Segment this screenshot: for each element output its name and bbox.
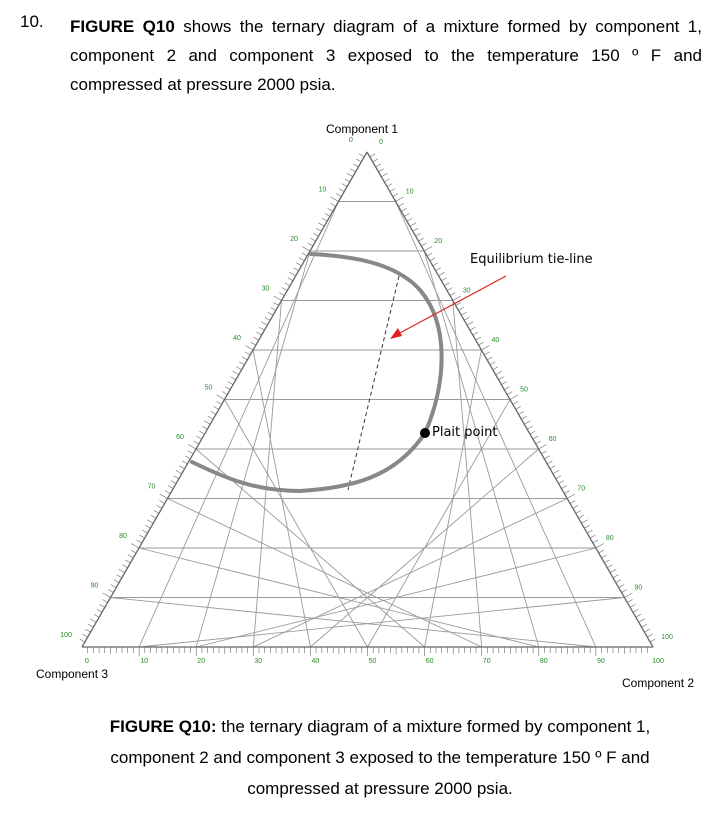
tie-line-label: Equilibrium tie-line: [470, 252, 593, 267]
tick-left: [142, 530, 147, 533]
tick-left: [331, 197, 339, 202]
tick-right: [564, 491, 569, 494]
binodal-curve: [192, 254, 442, 491]
tick-right: [387, 184, 392, 187]
tick-right: [610, 569, 616, 573]
tick-right: [633, 609, 638, 612]
tick-right: [636, 614, 641, 617]
tick-right: [590, 535, 595, 538]
tick-label-bottom: 60: [425, 658, 434, 665]
question-body: shows the ternary diagram of a mixture formed by component 1, component 2 and component 3 exposed to the temperature 150 º F and compressed at pressure 2000 psia.: [70, 17, 702, 94]
tick-left: [119, 569, 125, 573]
vertex-label-left: Component 3: [36, 667, 109, 681]
tick-label-left: 50: [204, 384, 213, 392]
tick-left: [171, 481, 176, 484]
tick-right: [507, 392, 512, 395]
tick-right: [419, 238, 424, 241]
tick-label-right: 20: [434, 238, 443, 245]
tick-right: [413, 228, 418, 231]
tick-left: [125, 560, 130, 563]
tick-left: [157, 505, 162, 508]
tick-right: [524, 421, 530, 425]
tick-left: [185, 456, 190, 459]
tick-left: [154, 510, 159, 513]
tick-right: [599, 550, 604, 553]
tick-right: [644, 629, 649, 632]
tick-left: [176, 470, 182, 474]
tick-right: [479, 342, 484, 345]
tick-right: [630, 604, 635, 607]
tick-right: [527, 426, 532, 429]
tick-left: [151, 515, 156, 518]
tick-left: [256, 332, 261, 335]
tick-left: [245, 346, 253, 351]
grid-line-rising: [111, 598, 596, 648]
tick-left: [325, 213, 330, 216]
tick-left: [88, 624, 93, 627]
tick-left: [279, 293, 284, 296]
question-figure-ref: FIGURE Q10: [70, 17, 175, 36]
tick-right: [582, 520, 588, 524]
grid-line-falling: [453, 301, 482, 648]
tick-left: [271, 307, 276, 310]
tick-right: [461, 312, 466, 315]
grid-line-rising: [225, 400, 368, 648]
tick-left: [251, 342, 256, 345]
tick-label-right: 100: [661, 634, 673, 641]
tick-left: [259, 327, 264, 330]
tick-left: [97, 609, 102, 612]
tick-left: [100, 604, 105, 607]
vertex-label-top: Component 1: [326, 122, 399, 136]
tick-right: [556, 476, 561, 479]
tick-label-bottom: 20: [197, 658, 206, 665]
tick-right: [570, 501, 575, 504]
tick-label-bottom: 80: [539, 658, 548, 665]
tick-left: [285, 283, 290, 286]
question-number: 10.: [20, 12, 44, 31]
tick-right: [513, 402, 518, 405]
tick-right: [441, 278, 446, 281]
tick-left: [80, 639, 85, 642]
tick-left: [313, 233, 318, 236]
tick-labels: [60, 137, 673, 665]
tick-label-left: 40: [233, 335, 241, 342]
tick-right: [547, 461, 552, 464]
tick-right: [476, 337, 481, 340]
tick-left: [188, 451, 193, 454]
tick-right: [542, 451, 547, 454]
tick-left: [274, 303, 279, 306]
tick-right: [576, 510, 581, 513]
tick-left: [228, 382, 233, 385]
tick-right: [404, 213, 409, 216]
tick-left: [199, 431, 204, 434]
tick-left: [308, 243, 313, 246]
tick-left: [160, 494, 168, 499]
tick-right: [473, 332, 478, 335]
tick-right: [450, 293, 455, 296]
tick-right: [519, 411, 524, 414]
tick-label-left: 90: [90, 582, 99, 590]
tick-left: [359, 154, 364, 157]
tick-right: [470, 327, 475, 330]
tick-right: [593, 540, 598, 543]
tick-label-right: 70: [577, 485, 586, 493]
tick-left: [174, 476, 179, 479]
grid-line-rising: [168, 499, 482, 648]
tick-left: [188, 445, 196, 450]
tick-label-bottom: 70: [482, 658, 491, 665]
tick-left: [265, 317, 270, 320]
tick-left: [103, 593, 111, 598]
tick-left: [347, 173, 353, 177]
tick-left: [208, 416, 213, 419]
tick-left: [231, 377, 236, 380]
tick-right: [579, 515, 584, 518]
equilibrium-tie-line: [348, 276, 399, 490]
tick-left: [194, 441, 199, 444]
tick-left: [311, 238, 316, 241]
tick-left: [339, 189, 344, 192]
tick-left: [85, 629, 90, 632]
tick-label-bottom: 0: [85, 658, 89, 665]
tick-label-right: 90: [634, 584, 643, 592]
tick-label-left: 70: [147, 483, 156, 491]
tick-left: [296, 263, 301, 266]
tick-left: [182, 461, 187, 464]
tick-marks: [80, 154, 656, 656]
tick-right: [567, 494, 575, 499]
tick-left: [217, 402, 222, 405]
tick-right: [393, 194, 398, 197]
tick-left: [197, 436, 202, 439]
tick-right: [539, 445, 547, 450]
tick-left: [168, 486, 173, 489]
tick-right: [627, 600, 632, 603]
tick-right: [602, 555, 607, 558]
tick-right: [453, 296, 461, 301]
figure-caption: [80, 711, 680, 804]
tick-left: [328, 208, 333, 211]
tick-right: [650, 639, 655, 642]
tick-left: [353, 164, 358, 167]
tick-right: [562, 486, 567, 489]
tick-right: [396, 197, 404, 202]
tick-label-bottom: 10: [140, 658, 148, 665]
tick-right: [642, 624, 647, 627]
tick-label-left: 60: [176, 434, 184, 441]
tick-right: [424, 247, 432, 252]
tick-left: [128, 555, 133, 558]
tick-label-right: 0: [379, 139, 383, 146]
tick-right: [607, 565, 612, 568]
tick-right: [616, 580, 621, 583]
tick-label-right: 50: [520, 386, 528, 394]
tick-label-left: 10: [318, 186, 327, 194]
tick-left: [302, 253, 307, 256]
tick-right: [421, 243, 426, 246]
tick-label-left: 30: [261, 285, 270, 293]
tick-left: [111, 585, 116, 588]
tick-right: [587, 530, 592, 533]
tick-label-left: 80: [119, 533, 127, 540]
tick-right: [430, 258, 435, 261]
tick-left: [122, 565, 127, 568]
tick-left: [147, 520, 153, 524]
tick-left: [282, 288, 287, 291]
tick-right: [493, 367, 498, 370]
tick-left: [293, 268, 298, 271]
tick-left: [288, 278, 293, 281]
tick-right: [619, 585, 624, 588]
tick-right: [390, 189, 395, 192]
tick-left: [217, 395, 225, 400]
tick-right: [573, 505, 578, 508]
tick-right: [501, 382, 506, 385]
tick-right: [399, 203, 404, 206]
tick-right: [544, 456, 549, 459]
tick-left: [83, 634, 88, 637]
tick-right: [484, 352, 489, 355]
tick-label-bottom: 40: [311, 658, 320, 665]
tick-left: [261, 322, 267, 326]
tick-right: [604, 560, 609, 563]
tick-right: [553, 470, 559, 474]
annotation-arrowhead: [390, 328, 402, 339]
caption-text: the ternary diagram of a mixture formed by component 1, component 2 and component 3 exposed to the temperature 150 º F and compressed at pressure 2000 psia.: [110, 717, 651, 798]
tick-left: [342, 184, 347, 187]
tick-left: [165, 491, 170, 494]
tick-right: [433, 263, 438, 266]
tick-left: [211, 411, 216, 414]
tick-left: [145, 525, 150, 528]
tick-label-right: 40: [491, 337, 500, 344]
tick-right: [490, 362, 495, 365]
tick-right: [596, 544, 604, 549]
tick-left: [331, 203, 336, 206]
tick-left: [236, 367, 241, 370]
vertex-label-right: Component 2: [622, 676, 695, 690]
tick-label-bottom: 100: [652, 658, 664, 665]
plait-point-marker: [420, 428, 430, 438]
tick-left: [254, 337, 259, 340]
tick-right: [624, 593, 632, 598]
tick-left: [242, 357, 247, 360]
tick-left: [202, 426, 207, 429]
tick-left: [290, 272, 296, 276]
tick-left: [225, 387, 230, 390]
tick-right: [464, 317, 469, 320]
tick-left: [322, 218, 327, 221]
tick-right: [499, 377, 504, 380]
tick-left: [318, 223, 324, 227]
tick-left: [131, 550, 136, 553]
tick-right: [378, 169, 383, 172]
tick-left: [131, 544, 139, 549]
tick-label-bottom: 50: [368, 658, 377, 665]
tick-right: [444, 283, 449, 286]
tick-left: [350, 169, 355, 172]
tick-right: [559, 481, 564, 484]
tick-right: [467, 322, 473, 326]
tick-label-right: 60: [548, 436, 557, 443]
tick-right: [447, 288, 452, 291]
tick-label-left: 100: [60, 632, 72, 639]
tick-right: [487, 357, 492, 360]
tick-right: [376, 164, 381, 167]
tick-left: [108, 590, 113, 593]
tick-left: [114, 580, 119, 583]
tick-right: [533, 436, 538, 439]
tick-right: [504, 387, 509, 390]
tick-right: [510, 395, 518, 400]
tick-left: [245, 352, 250, 355]
tick-left: [137, 540, 142, 543]
tick-right: [416, 233, 421, 236]
tick-label-bottom: 30: [254, 658, 263, 665]
tick-right: [496, 371, 502, 375]
tick-left: [356, 159, 361, 162]
tick-left: [160, 501, 165, 504]
tick-left: [179, 466, 184, 469]
tick-left: [222, 392, 227, 395]
tick-label-left: 0: [349, 137, 353, 144]
tick-left: [239, 362, 244, 365]
tick-left: [103, 600, 108, 603]
tick-right: [613, 575, 618, 578]
tick-right: [647, 634, 652, 637]
tick-left: [316, 228, 321, 231]
tick-left: [90, 619, 96, 623]
tick-right: [401, 208, 406, 211]
tick-label-right: 80: [605, 535, 614, 542]
tick-left: [204, 421, 210, 425]
triangle-grid: [111, 202, 625, 648]
tick-left: [233, 371, 239, 375]
tick-left: [140, 535, 145, 538]
tick-right: [536, 441, 541, 444]
tick-right: [427, 253, 432, 256]
tick-right: [550, 466, 555, 469]
tick-right: [439, 272, 445, 276]
tick-right: [459, 307, 464, 310]
tick-left: [299, 258, 304, 261]
tick-right: [530, 431, 535, 434]
caption-figure-ref: FIGURE Q10:: [109, 717, 217, 736]
tick-right: [521, 416, 526, 419]
tick-left: [268, 312, 273, 315]
tick-left: [94, 614, 99, 617]
tick-label-right: 30: [462, 287, 471, 295]
tick-right: [410, 223, 416, 227]
tick-right: [373, 159, 378, 162]
tick-right: [381, 173, 387, 177]
tick-right: [622, 590, 627, 593]
tick-right: [436, 268, 441, 271]
tick-right: [516, 406, 521, 409]
tick-right: [384, 179, 389, 182]
tick-right: [370, 154, 375, 157]
tick-left: [302, 247, 310, 252]
tick-label-right: 10: [405, 188, 414, 196]
tick-left: [345, 179, 350, 182]
tick-left: [117, 575, 122, 578]
tick-label-left: 20: [290, 236, 298, 243]
tick-right: [584, 525, 589, 528]
tick-right: [407, 218, 412, 221]
tick-right: [481, 346, 489, 351]
plait-point-label: Plait point: [432, 425, 498, 440]
tick-left: [214, 406, 219, 409]
tick-label-bottom: 90: [597, 658, 605, 665]
tick-left: [336, 194, 341, 197]
tick-right: [639, 619, 645, 623]
tick-left: [274, 296, 282, 301]
